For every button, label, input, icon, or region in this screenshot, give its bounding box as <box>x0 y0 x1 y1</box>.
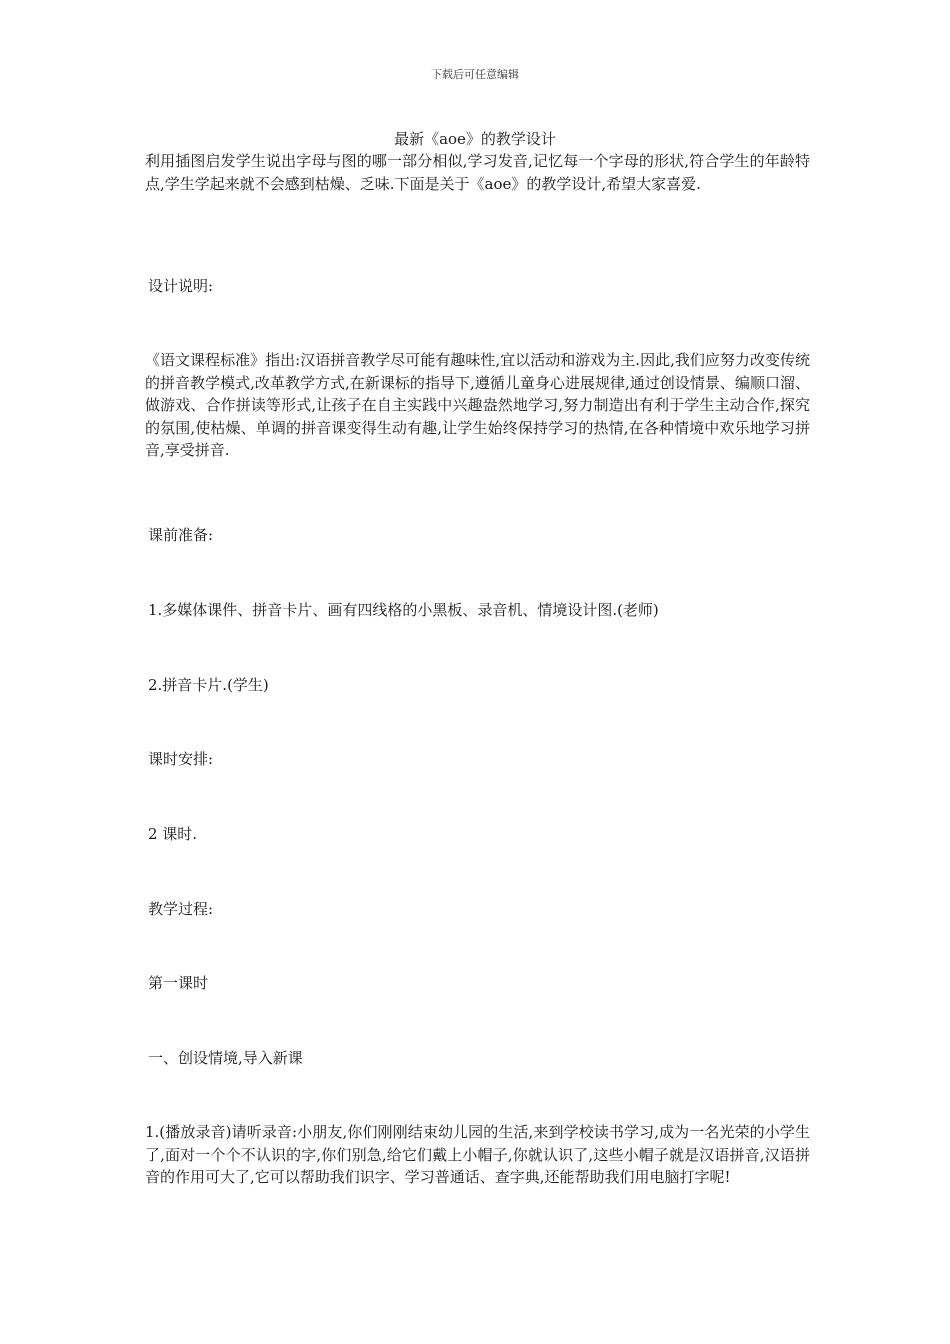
document-title: 最新《aoe》的教学设计 <box>394 130 556 148</box>
step1-heading: 一、创设情境,导入新课 <box>148 1049 303 1067</box>
prep-item-2: 2.拼音卡片.(学生) <box>148 676 269 694</box>
prep-heading: 课前准备: <box>148 526 214 544</box>
page-header-note: 下载后可任意编辑 <box>431 68 519 81</box>
design-paragraph: 《语文课程标准》指出:汉语拼音教学尽可能有趣味性,宜以活动和游戏为主.因此,我们应努力改变传统的拼音教学模式,改革教学方式,在新课标的指导下,遵循儿童身心进展规律,通过创设情景、编顺口溜、做游戏、合作拼读等形式,让孩子在自主实践中兴趣盎然地学习,努力制造出有利于学生主动合作,探究的氛围,使枯燥、单调的拼音课变得生动有趣,让学生始终保持学习的热情,在各种情境中欢乐地学习拼音,享受拼音. <box>145 351 810 459</box>
process-heading: 教学过程: <box>148 900 214 918</box>
schedule-heading: 课时安排: <box>148 750 214 768</box>
lesson1-heading: 第一课时 <box>148 974 209 992</box>
schedule-body: 2 课时. <box>148 825 198 843</box>
design-heading: 设计说明: <box>148 277 214 295</box>
prep-item-1: 1.多媒体课件、拼音卡片、画有四线格的小黑板、录音机、情境设计图.(老师) <box>148 601 659 619</box>
step1-paragraph: 1.(播放录音)请听录音:小朋友,你们刚刚结束幼儿园的生活,来到学校读书学习,成为一名光荣的小学生了,面对一个个不认识的字,你们别急,给它们戴上小帽子,你就认识了,这些小帽子就是汉语拼音,汉语拼音的作用可大了,它可以帮助我们识字、学习普通话、查字典,还能帮助我们用电脑打字呢! <box>145 1123 810 1186</box>
intro-paragraph: 利用插图启发学生说出字母与图的哪一部分相似,学习发音,记忆每一个字母的形状,符合学生的年龄特点,学生学起来就不会感到枯燥、乏味.下面是关于《aoe》的教学设计,希望大家喜爱. <box>145 152 810 193</box>
